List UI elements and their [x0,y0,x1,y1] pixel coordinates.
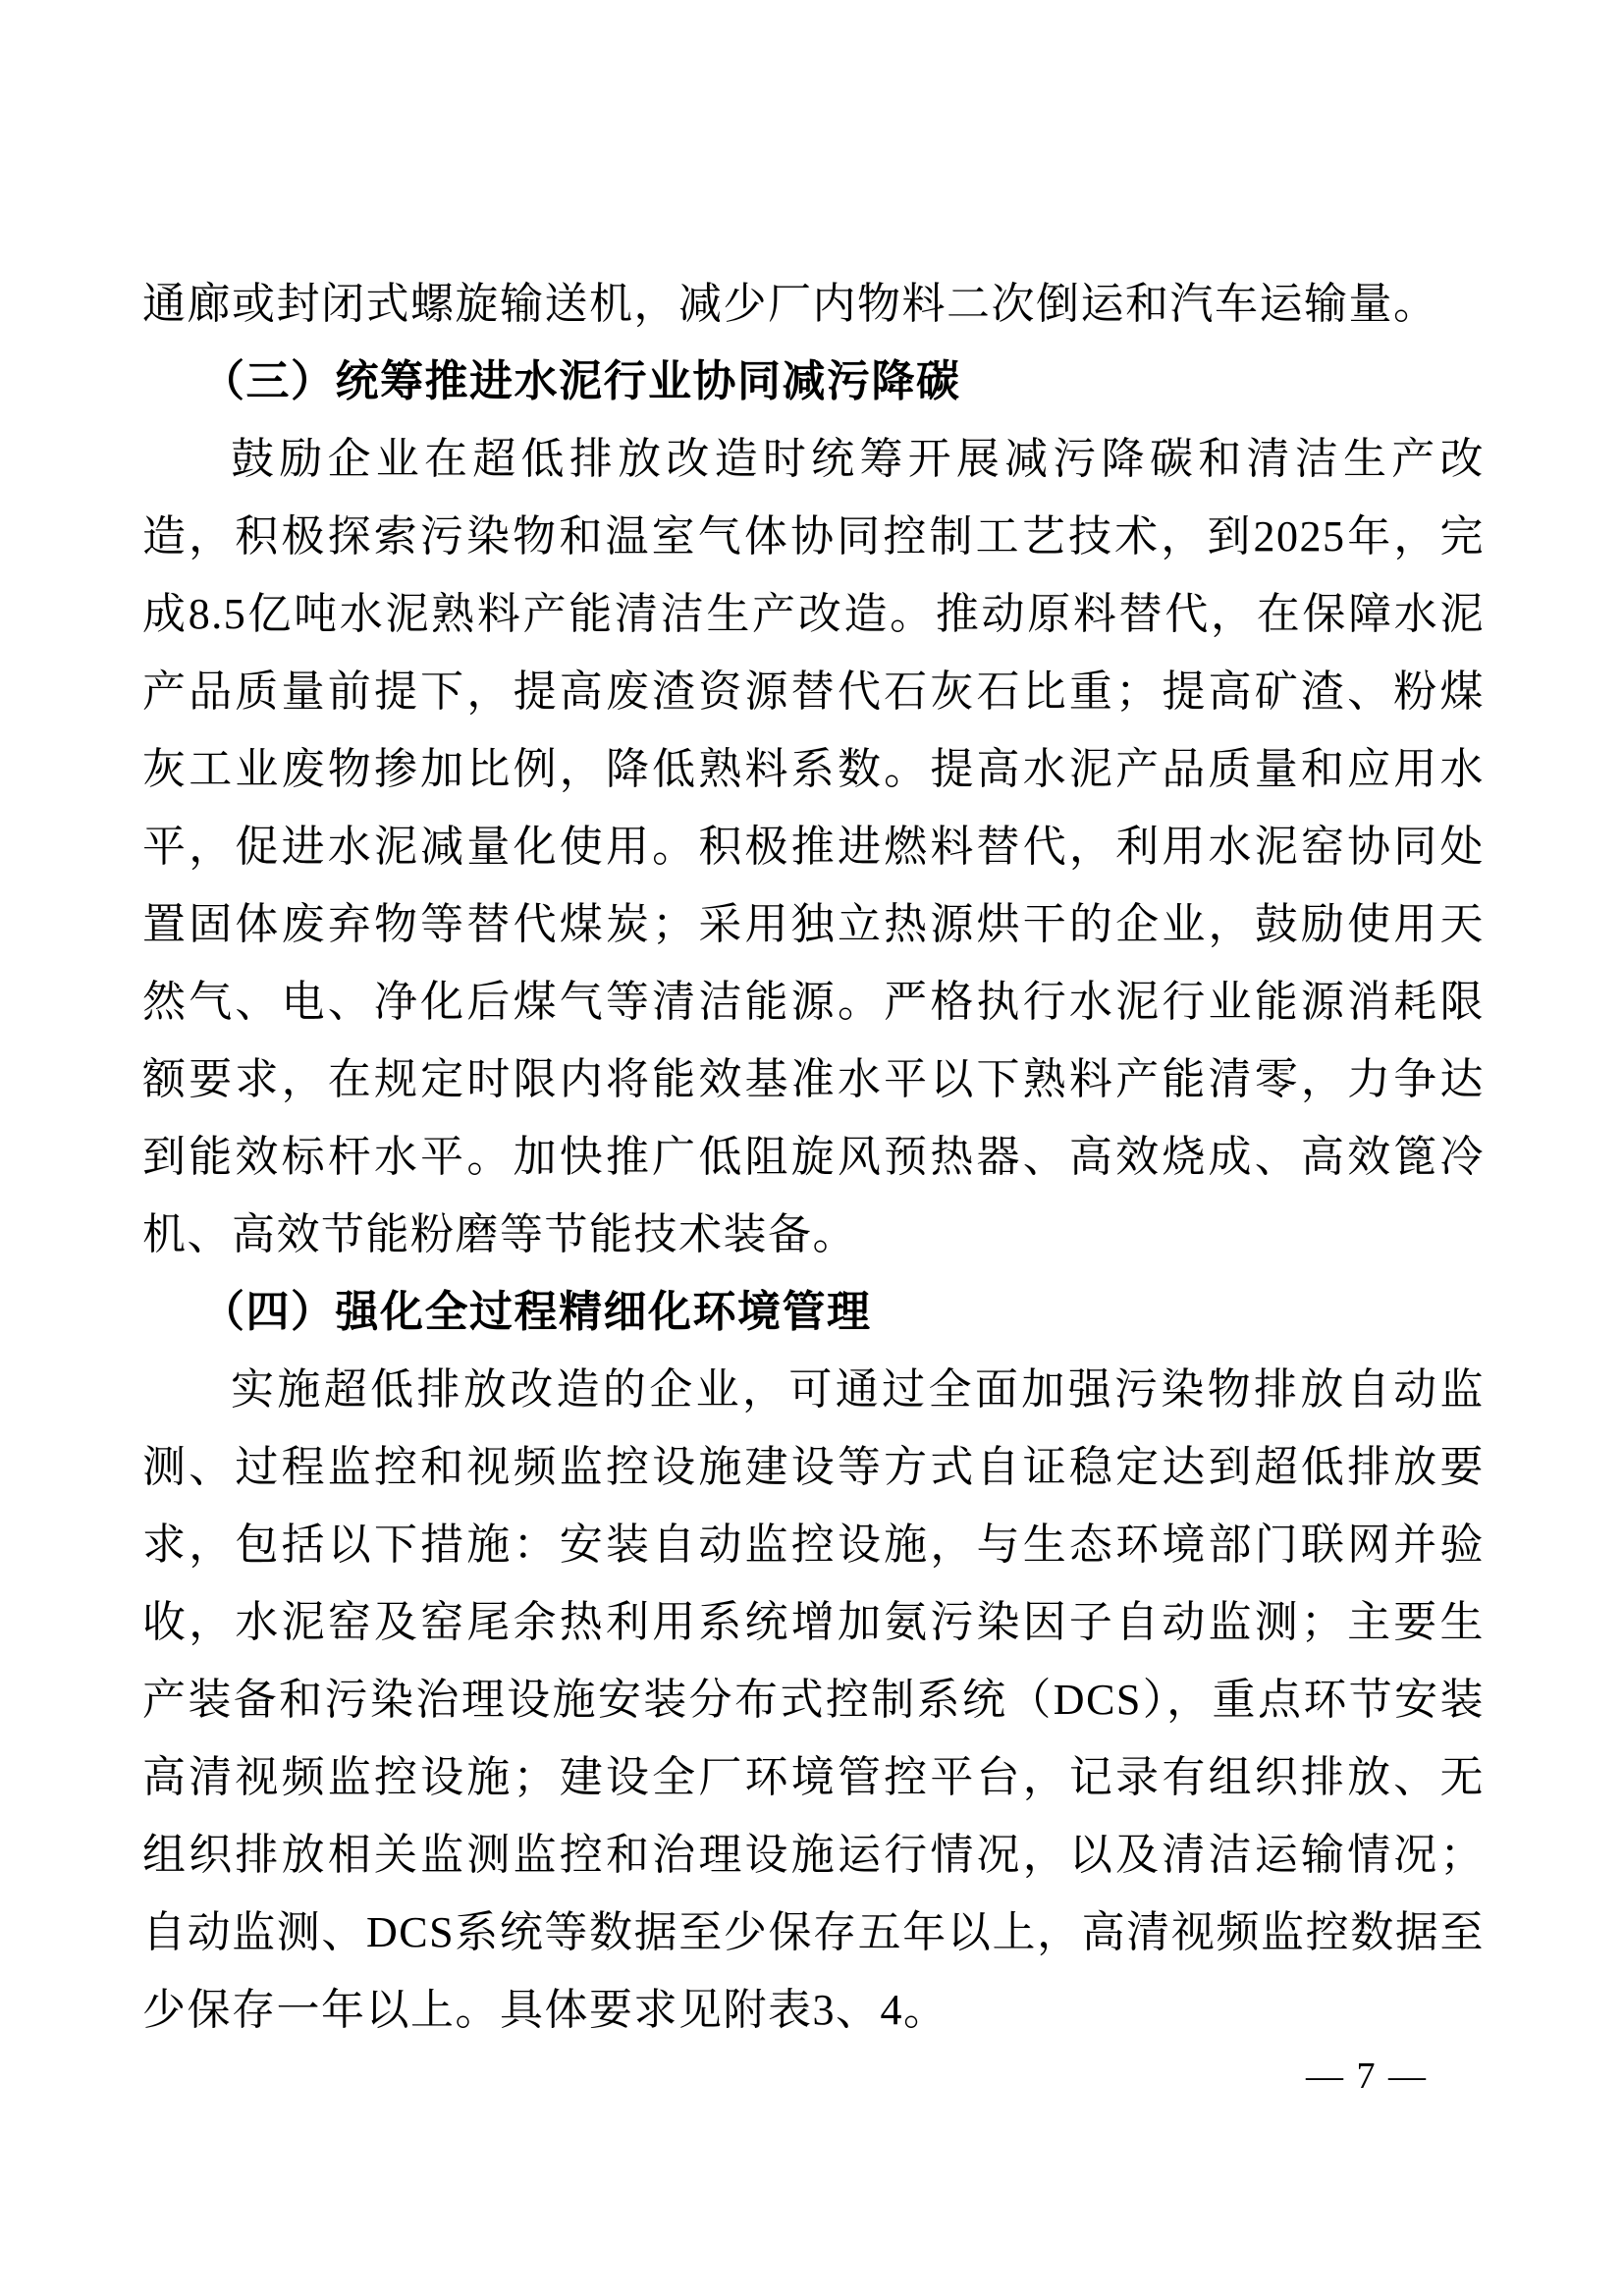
paragraph-line: 测、过程监控和视频监控设施建设等方式自证稳定达到超低排放要 [142,1443,1485,1491]
paragraph-line: 产装备和污染治理设施安装分布式控制系统（DCS），重点环节安装 [142,1676,1485,1724]
paragraph-line: 鼓励企业在超低排放改造时统筹开展减污降碳和清洁生产改 [231,435,1485,483]
section-4-paragraph [142,1351,1485,2049]
paragraph-line: 然气、电、净化后煤气等清洁能源。严格执行水泥行业能源消耗限 [142,978,1485,1026]
paragraph-line: 求，包括以下措施：安装自动监控设施，与生态环境部门联网并验 [142,1521,1485,1569]
section-3 [142,343,1485,1273]
page-footer [142,2055,1485,2098]
paragraph-line: 到能效标杆水平。加快推广低阻旋风预热器、高效烧成、高效篦冷 [142,1133,1485,1181]
paragraph-line: 产品质量前提下，提高废渣资源替代石灰石比重；提高矿渣、粉煤 [142,667,1485,716]
section-4 [142,1273,1485,2049]
document-page [142,265,1485,2098]
paragraph-line: 少保存一年以上。具体要求见附表3、4。 [142,1986,948,2034]
paragraph-continuation-line: 通廊或封闭式螺旋输送机，减少厂内物料二次倒运和汽车运输量。 [142,280,1438,328]
section-3-heading: （三）统筹推进水泥行业协同减污降碳 [201,357,961,405]
paragraph-line: 组织排放相关监测监控和治理设施运行情况，以及清洁运输情况； [142,1831,1485,1879]
paragraph-line: 实施超低排放改造的企业，可通过全面加强污染物排放自动监 [231,1365,1485,1414]
section-3-paragraph [142,420,1485,1273]
paragraph-line: 置固体废弃物等替代煤炭；采用独立热源烘干的企业，鼓励使用天 [142,900,1485,948]
paragraph-line: 额要求，在规定时限内将能效基准水平以下熟料产能清零，力争达 [142,1055,1485,1103]
paragraph-line: 平，促进水泥减量化使用。积极推进燃料替代，利用水泥窑协同处 [142,823,1485,871]
paragraph-line: 自动监测、DCS系统等数据至少保存五年以上，高清视频监控数据至 [142,1908,1485,1956]
page-number: — 7 — [1306,2056,1428,2097]
paragraph-line: 高清视频监控设施；建设全厂环境管控平台，记录有组织排放、无 [142,1753,1485,1801]
paragraph-line: 灰工业废物掺加比例，降低熟料系数。提高水泥产品质量和应用水 [142,745,1485,793]
section-4-heading: （四）强化全过程精细化环境管理 [201,1288,872,1336]
paragraph-line: 造，积极探索污染物和温室气体协同控制工艺技术，到2025年，完 [142,512,1485,561]
paragraph-line: 成8.5亿吨水泥熟料产能清洁生产改造。推动原料替代，在保障水泥 [142,590,1485,638]
paragraph-line: 机、高效节能粉磨等节能技术装备。 [142,1210,857,1258]
paragraph-line: 收，水泥窑及窑尾余热利用系统增加氨污染因子自动监测；主要生 [142,1598,1485,1646]
